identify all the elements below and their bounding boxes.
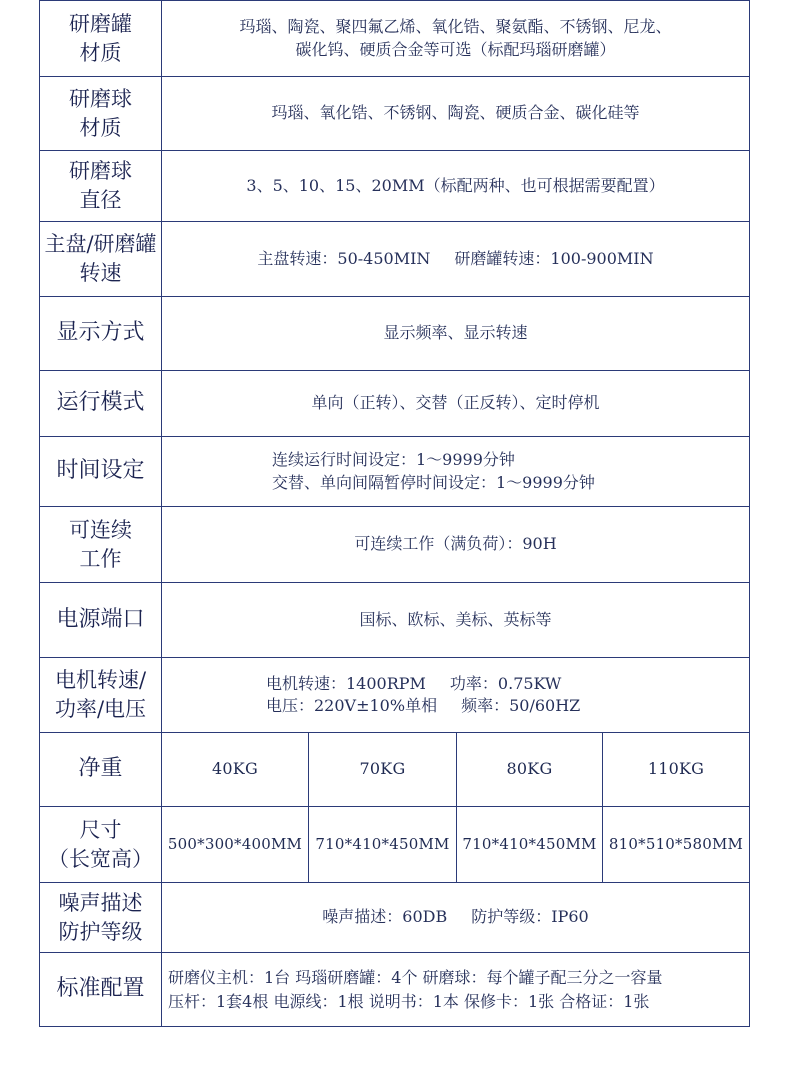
weight-cell: 80KG: [457, 733, 603, 807]
spec-row-display: [40, 297, 750, 371]
value-line: 交替、单向间隔暂停时间设定：1～9999分钟: [272, 472, 595, 492]
label-line: 可连续: [69, 517, 132, 542]
label-line: 尺寸: [79, 817, 122, 842]
row-value: [162, 77, 750, 151]
label-line: 电源端口: [56, 606, 145, 632]
spec-row-motor: [40, 658, 750, 733]
label-line: 电机转速/: [54, 668, 147, 693]
row-value: [162, 371, 750, 437]
row-label: [40, 883, 162, 953]
row-label: [40, 733, 162, 807]
row-value: [162, 507, 750, 583]
row-label: [40, 1, 162, 77]
row-value: [162, 222, 750, 297]
row-value: [162, 437, 750, 507]
weight-cell: 70KG: [309, 733, 457, 807]
value-line: 3、5、10、15、20MM（标配两种、也可根据需要配置）: [246, 175, 665, 195]
motor-speed: 电机转速：1400RPM: [266, 673, 426, 693]
label-line: 噪声描述: [58, 890, 143, 915]
label-line: 净重: [78, 756, 123, 782]
value-part: 研磨罐转速：100-900MIN: [454, 248, 654, 268]
row-value: [162, 1, 750, 77]
spec-row-noise: [40, 883, 750, 953]
label-line: （长宽高）: [48, 846, 153, 871]
value-part: 主盘转速：50-450MIN: [257, 248, 431, 268]
row-value: [162, 583, 750, 658]
spec-row-standard-config: [40, 953, 750, 1027]
row-label: [40, 583, 162, 658]
row-value: [162, 883, 750, 953]
motor-voltage: 电压：220V±10%单相: [266, 696, 438, 715]
spec-table: [39, 0, 750, 1027]
label-line: 转速: [79, 261, 122, 285]
row-label: [40, 371, 162, 437]
row-label: [40, 222, 162, 297]
value-line: 压杆：1套4根 电源线：1根 说明书：1本 保修卡：1张 合格证：1张: [168, 991, 650, 1011]
spec-row-speed: [40, 222, 750, 297]
label-line: 材质: [79, 115, 122, 140]
dimension-cell: 710*410*450MM: [457, 807, 603, 883]
spec-row-time: [40, 437, 750, 507]
label-line: 主盘/研磨罐: [44, 232, 157, 257]
spec-row-jar-material: [40, 1, 750, 77]
value-part: 噪声描述：60DB: [322, 907, 448, 927]
label-line: 研磨球: [69, 159, 132, 184]
motor-power: 功率：0.75KW: [449, 673, 562, 693]
row-label: [40, 953, 162, 1027]
value-line: 玛瑙、陶瓷、聚四氟乙烯、氧化锆、聚氨酯、不锈钢、尼龙、: [239, 17, 672, 37]
row-value: [162, 151, 750, 222]
spec-row-continuous: [40, 507, 750, 583]
weight-cell: 40KG: [162, 733, 309, 807]
label-line: 标准配置: [56, 976, 145, 1002]
value-line: 单向（正转）、交替（正反转）、定时停机: [311, 393, 600, 413]
row-label: [40, 151, 162, 222]
row-value: [162, 297, 750, 371]
row-label: [40, 437, 162, 507]
label-line: 功率/电压: [54, 697, 147, 721]
spec-row-ball-material: [40, 77, 750, 151]
value-line: 连续运行时间设定：1～9999分钟: [272, 450, 515, 470]
row-label: [40, 507, 162, 583]
spec-row-dimensions: [40, 807, 750, 883]
row-value: [162, 658, 750, 733]
value-part: 防护等级：IP60: [471, 907, 589, 927]
spec-row-power-port: [40, 583, 750, 658]
label-line: 显示方式: [56, 320, 145, 346]
dimension-cell: 500*300*400MM: [162, 807, 309, 883]
spec-row-run-mode: [40, 371, 750, 437]
spec-row-ball-diameter: [40, 151, 750, 222]
value-line: 可连续工作（满负荷）：90H: [354, 534, 557, 554]
label-line: 防护等级: [58, 919, 143, 944]
value-line: 显示频率、显示转速: [383, 323, 528, 343]
dimension-cell: 810*510*580MM: [603, 807, 750, 883]
motor-frequency: 频率：50/60HZ: [461, 696, 581, 715]
label-line: 研磨罐: [69, 11, 132, 36]
dimension-cell: 710*410*450MM: [309, 807, 457, 883]
label-line: 研磨球: [69, 86, 132, 111]
row-label: [40, 77, 162, 151]
row-label: [40, 297, 162, 371]
value-line: 研磨仪主机：1台 玛瑙研磨罐：4个 研磨球：每个罐子配三分之一容量: [168, 967, 663, 987]
value-line: 碳化钨、硬质合金等可选（标配玛瑙研磨罐）: [295, 39, 616, 59]
label-line: 时间设定: [56, 458, 145, 484]
label-line: 直径: [79, 188, 122, 212]
row-value: [162, 953, 750, 1027]
value-line: [266, 673, 745, 695]
weight-cell: 110KG: [603, 733, 750, 807]
label-line: 工作: [79, 546, 122, 571]
label-line: 运行模式: [56, 390, 145, 416]
value-line: 玛瑙、氧化锆、不锈钢、陶瓷、硬质合金、碳化硅等: [271, 103, 640, 123]
value-line: 国标、欧标、美标、英标等: [359, 609, 552, 629]
row-label: [40, 658, 162, 733]
value-line: [266, 695, 745, 717]
spec-row-weight: [40, 733, 750, 807]
row-label: [40, 807, 162, 883]
label-line: 材质: [79, 40, 122, 65]
